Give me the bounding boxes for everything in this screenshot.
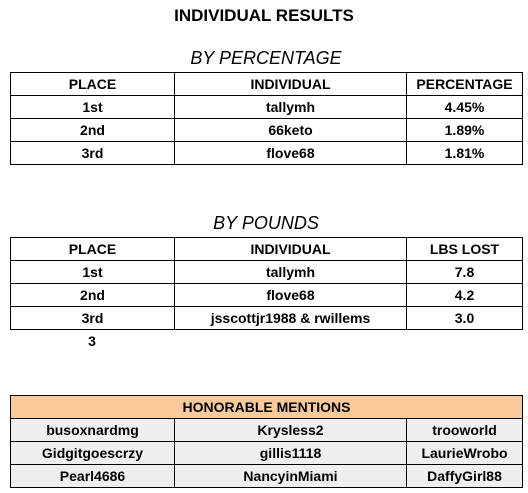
lbs-lost-cell: 7.8	[407, 261, 523, 284]
mention-name-cell: gillis1118	[175, 442, 407, 465]
mention-name-cell: Pearl4686	[11, 465, 175, 488]
mention-name-cell: Gidgitgoescrzy	[11, 442, 175, 465]
percentage-cell: 4.45%	[407, 96, 523, 119]
place-cell: 3rd	[11, 142, 175, 165]
individual-cell: flove68	[175, 142, 407, 165]
column-header-place: PLACE	[11, 73, 175, 96]
column-header-individual: INDIVIDUAL	[175, 73, 407, 96]
stray-place-value: 3	[88, 333, 96, 349]
table-row	[11, 96, 523, 119]
mention-name-cell: trooworld	[407, 419, 523, 442]
mention-name-cell: busoxnardmg	[11, 419, 175, 442]
table-row	[11, 419, 523, 442]
individual-cell: tallymh	[175, 261, 407, 284]
mention-name-cell: Krysless2	[175, 419, 407, 442]
table-row	[11, 307, 523, 330]
percentage-results-table	[10, 72, 523, 165]
table-header-row	[11, 73, 523, 96]
individual-cell: jsscottjr1988 & rwillems	[175, 307, 407, 330]
percentage-cell: 1.81%	[407, 142, 523, 165]
mentions-header-row	[11, 396, 523, 419]
table-row	[11, 119, 523, 142]
percentage-cell: 1.89%	[407, 119, 523, 142]
mention-name-cell: DaffyGirl88	[407, 465, 523, 488]
column-header-place: PLACE	[11, 238, 175, 261]
individual-cell: flove68	[175, 284, 407, 307]
section-title-by-pounds: BY POUNDS	[213, 213, 319, 233]
honorable-mentions-title: HONORABLE MENTIONS	[11, 396, 523, 419]
pounds-results-table	[10, 237, 523, 330]
table-row	[11, 142, 523, 165]
place-cell: 1st	[11, 96, 175, 119]
page-title: INDIVIDUAL RESULTS	[174, 6, 354, 25]
table-row	[11, 465, 523, 488]
table-row	[11, 442, 523, 465]
place-cell: 2nd	[11, 284, 175, 307]
mention-name-cell: NancyinMiami	[175, 465, 407, 488]
place-cell: 1st	[11, 261, 175, 284]
section-title-by-percentage: BY PERCENTAGE	[190, 48, 342, 68]
place-cell: 3rd	[11, 307, 175, 330]
lbs-lost-cell: 4.2	[407, 284, 523, 307]
place-cell: 2nd	[11, 119, 175, 142]
table-row	[11, 284, 523, 307]
column-header-individual: INDIVIDUAL	[175, 238, 407, 261]
table-row	[11, 261, 523, 284]
lbs-lost-cell: 3.0	[407, 307, 523, 330]
column-header-percentage: PERCENTAGE	[407, 73, 523, 96]
mention-name-cell: LaurieWrobo	[407, 442, 523, 465]
individual-cell: 66keto	[175, 119, 407, 142]
honorable-mentions-table	[10, 395, 523, 488]
column-header-lbs-lost: LBS LOST	[407, 238, 523, 261]
table-header-row	[11, 238, 523, 261]
individual-cell: tallymh	[175, 96, 407, 119]
